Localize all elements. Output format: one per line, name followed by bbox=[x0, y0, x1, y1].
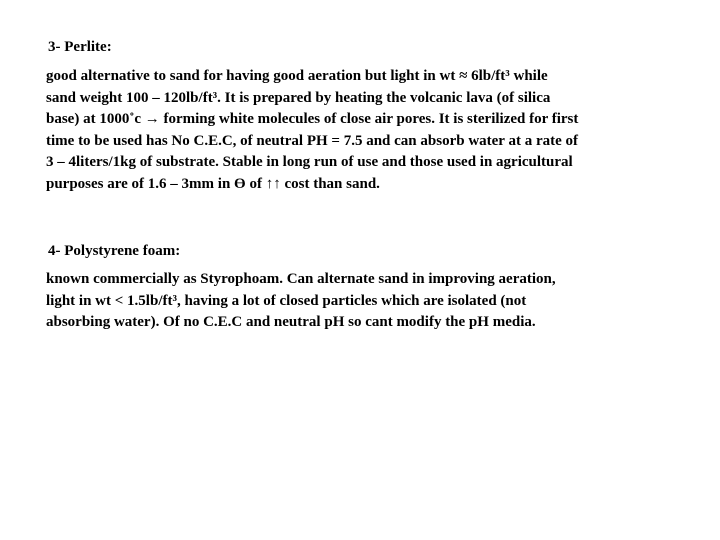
paragraph-line: time to be used has No C.E.C, of neutral PH = 7.5 and can absorb water at a rate of bbox=[46, 132, 578, 149]
paragraph-line: known commercially as Styrophoam. Can alternate sand in improving aeration, bbox=[46, 271, 556, 287]
paragraph-perlite bbox=[46, 66, 696, 195]
paragraph-line: base) at 1000˚c → forming white molecules of close air pores. It is sterilized for first bbox=[46, 111, 579, 127]
paragraph-polystyrene bbox=[46, 269, 696, 334]
paragraph-line: light in wt < 1.5lb/ft³, having a lot of closed particles which are isolated (not bbox=[46, 292, 527, 309]
paragraph-line: absorbing water). Of no C.E.C and neutral pH so cant modify the pH media. bbox=[46, 314, 536, 330]
paragraph-line: sand weight 100 – 120lb/ft³. It is prepared by heating the volcanic lava (of silica bbox=[46, 89, 551, 106]
section-heading-perlite: 3- Perlite: bbox=[48, 39, 112, 55]
section-heading-polystyrene: 4- Polystyrene foam: bbox=[48, 243, 181, 259]
paragraph-line: 3 – 4liters/1kg of substrate. Stable in long run of use and those used in agricultural bbox=[46, 154, 573, 170]
paragraph-line: purposes are of 1.6 – 3mm in ϴ of ↑↑ cost than sand. bbox=[46, 175, 380, 192]
paragraph-line: good alternative to sand for having good aeration but light in wt ≈ 6lb/ft³ while bbox=[46, 68, 548, 84]
